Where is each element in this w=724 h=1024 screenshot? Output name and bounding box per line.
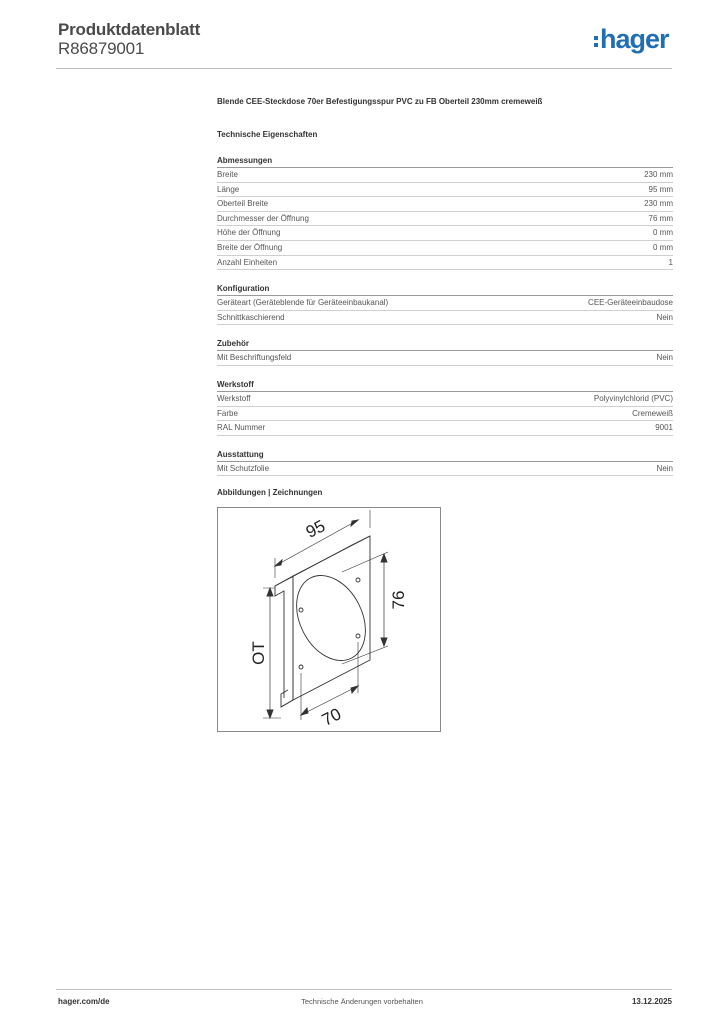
dim-label-95: 95	[302, 516, 329, 542]
spec-value: 95 mm	[648, 184, 673, 194]
figures-title: Abbildungen | Zeichnungen	[217, 488, 323, 497]
spec-row	[217, 226, 673, 241]
dim-label-76: 76	[389, 590, 408, 610]
spec-value: 9001	[655, 423, 673, 433]
spec-value: 76 mm	[648, 213, 673, 223]
spec-label: Geräteart (Geräteblende für Geräteeinbaukanal)	[217, 298, 389, 308]
spec-label: RAL Nummer	[217, 423, 266, 433]
product-name: Blende CEE-Steckdose 70er Befestigungsspur PVC zu FB Oberteil 230mm cremeweiß	[217, 97, 543, 106]
spec-label: Anzahl Einheiten	[217, 257, 278, 267]
dim-label-70: 70	[318, 704, 345, 730]
spec-row	[217, 241, 673, 256]
spec-row	[217, 256, 673, 271]
spec-row	[217, 212, 673, 227]
group-title: Konfiguration	[217, 281, 673, 296]
group-title: Werkstoff	[217, 377, 673, 392]
datasheet-content	[217, 95, 673, 476]
spec-label: Länge	[217, 184, 240, 194]
spec-row	[217, 183, 673, 198]
spec-value: Cremeweiß	[632, 408, 673, 418]
spec-row	[217, 407, 673, 422]
plate-front	[293, 536, 370, 700]
spec-value: Polyvinylchlorid (PVC)	[593, 393, 673, 403]
plate-flange-inner	[275, 586, 284, 698]
article-number: R86879001	[58, 39, 145, 58]
group-title: Ausstattung	[217, 447, 673, 462]
spec-row	[217, 311, 673, 326]
spec-label: Höhe der Öffnung	[217, 228, 281, 238]
spec-label: Breite	[217, 170, 238, 179]
spec-value: CEE-Geräteeinbaudose	[588, 298, 673, 308]
spec-row	[217, 168, 673, 183]
spec-value: Nein	[656, 463, 673, 473]
spec-value: 230 mm	[644, 170, 673, 179]
footer-date: 13.12.2025	[631, 997, 672, 1006]
footer-website[interactable]: hager.com/de	[58, 997, 110, 1006]
spec-row	[217, 351, 673, 366]
group-abmessungen	[217, 153, 673, 270]
technical-drawing	[217, 507, 441, 732]
spec-label: Breite der Öffnung	[217, 242, 283, 252]
header-divider	[56, 68, 672, 69]
group-konfiguration	[217, 281, 673, 325]
footer-notice: Technische Änderungen vorbehalten	[301, 997, 423, 1006]
drawing-svg	[218, 508, 440, 731]
footer-divider	[56, 989, 672, 990]
spec-label: Schnittkaschierend	[217, 312, 285, 322]
spec-label: Durchmesser der Öffnung	[217, 213, 309, 223]
page-title: Produktdatenblatt	[58, 20, 201, 39]
spec-value: Nein	[656, 312, 673, 322]
spec-row	[217, 392, 673, 407]
spec-value: Nein	[656, 353, 673, 363]
spec-label: Farbe	[217, 408, 238, 418]
group-title: Zubehör	[217, 336, 673, 351]
spec-value: 0 mm	[653, 242, 673, 252]
spec-value: 230 mm	[644, 199, 673, 209]
spec-label: Oberteil Breite	[217, 199, 269, 209]
group-title: Abmessungen	[217, 153, 673, 168]
logo-text: hager	[600, 24, 669, 54]
group-ausstattung	[217, 447, 673, 477]
spec-value: 1	[668, 257, 673, 267]
group-zubehoer	[217, 336, 673, 366]
spec-row	[217, 197, 673, 212]
group-werkstoff	[217, 377, 673, 436]
dim-label-ot: OT	[249, 641, 268, 665]
spec-value: 0 mm	[653, 228, 673, 238]
spec-row	[217, 462, 673, 477]
spec-label: Werkstoff	[217, 393, 251, 403]
hager-logo	[592, 24, 669, 55]
spec-label: Mit Schutzfolie	[217, 463, 270, 473]
spec-row	[217, 296, 673, 311]
spec-label: Mit Beschriftungsfeld	[217, 353, 292, 363]
spec-row	[217, 421, 673, 436]
section-title: Technische Eigenschaften	[217, 130, 318, 139]
